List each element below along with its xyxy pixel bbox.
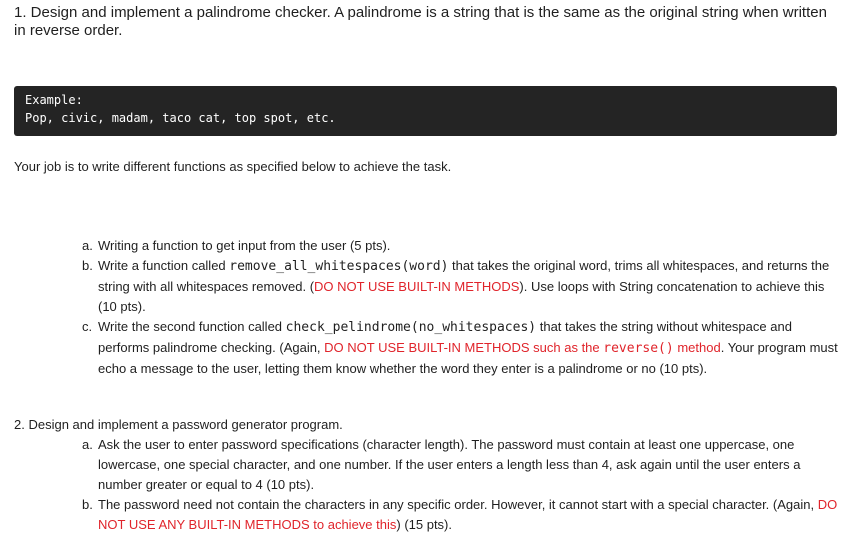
subtask-text: The password need not contain the characters in any specific order. However, it cannot start with a special character. (Again, bbox=[98, 497, 818, 512]
method-name-code: reverse() bbox=[603, 341, 674, 356]
subtask-text: Ask the user to enter password specifications (character length). The password must contain at least one uppercase, one lowercase, one special character, and one number. If the user enters a length less than 4, ask again until the user enters a number greater or equal to 4 (10 pts). bbox=[98, 437, 801, 492]
list-marker: a. bbox=[82, 238, 93, 253]
function-name-code: check_pelindrome(no_whitespaces) bbox=[285, 320, 537, 335]
question-1-title: 1. Design and implement a palindrome checker. A palindrome is a string that is the same as the original string when written in reverse order. bbox=[14, 4, 827, 39]
subtask-text: ) (15 pts). bbox=[396, 517, 452, 532]
example-label: Example: bbox=[25, 93, 83, 107]
example-code-block bbox=[14, 86, 837, 136]
warning-text: method bbox=[673, 340, 721, 355]
subtask-text: Write the second function called bbox=[98, 319, 286, 334]
subtask-text: . Your program must echo a message to the user, letting them know whether the word they enter is a palindrome or no (10 pts). bbox=[98, 340, 838, 376]
subtask-1c bbox=[82, 317, 838, 379]
example-text: Pop, civic, madam, taco cat, top spot, etc. bbox=[25, 111, 336, 125]
warning-text: DO NOT USE ANY BUILT-IN METHODS to achieve this bbox=[98, 497, 838, 532]
subtask-text: that takes the original word, trims all whitespaces, and returns the string with all whitespaces removed. ( bbox=[98, 258, 830, 294]
warning-text: DO NOT USE BUILT-IN METHODS such as the bbox=[324, 340, 604, 355]
subtask-1b bbox=[82, 256, 838, 317]
question-1-subtasks bbox=[82, 236, 838, 379]
warning-text: DO NOT USE BUILT-IN METHODS bbox=[314, 279, 520, 294]
list-marker: a. bbox=[82, 437, 93, 452]
subtask-text: Write a function called bbox=[98, 258, 230, 273]
list-marker: b. bbox=[82, 258, 93, 273]
function-name-code: remove_all_whitespaces(word) bbox=[229, 259, 449, 274]
subtask-2b bbox=[82, 495, 838, 535]
subtask-text: ). Use loops with String concatenation to achieve this (10 pts). bbox=[98, 279, 825, 314]
list-marker: c. bbox=[82, 319, 93, 334]
subtask-text: Writing a function to get input from the user (5 pts). bbox=[98, 238, 391, 253]
subtask-2a bbox=[82, 435, 838, 495]
question-2-title: 2. Design and implement a password generator program. bbox=[14, 417, 343, 432]
task-intro: Your job is to write different functions as specified below to achieve the task. bbox=[14, 159, 452, 174]
list-marker: b. bbox=[82, 497, 93, 512]
subtask-text: that takes the string without whitespace and performs palindrome checking. (Again, bbox=[98, 319, 792, 355]
question-2-subtasks bbox=[82, 435, 838, 535]
subtask-1a bbox=[82, 236, 838, 256]
